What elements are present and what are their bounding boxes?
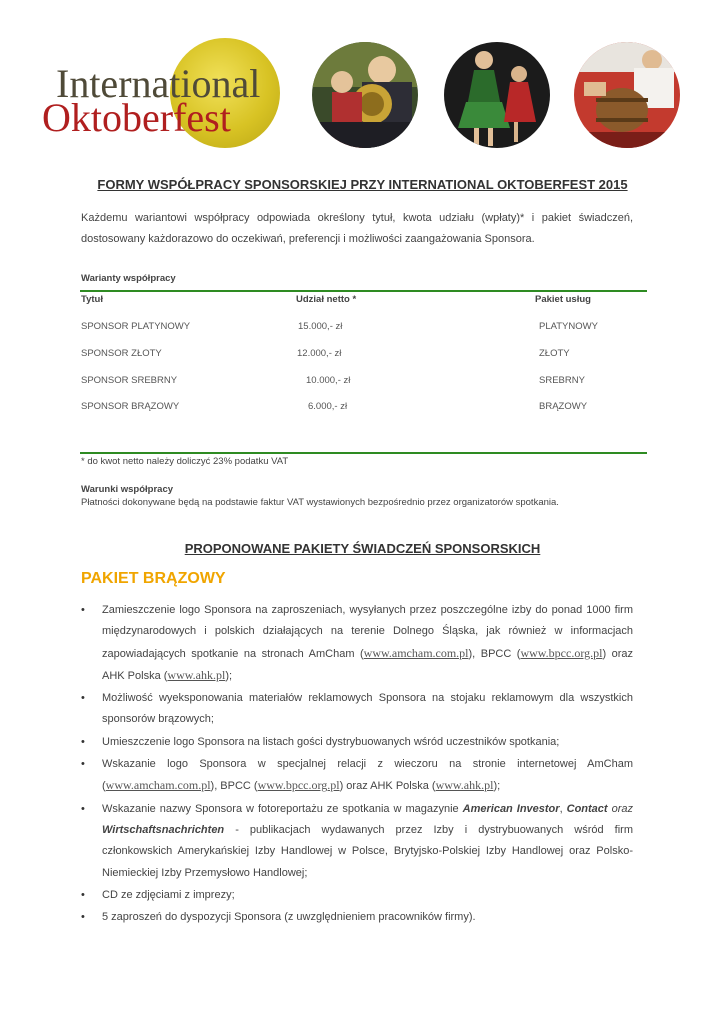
row-package: SREBRNY [539, 375, 585, 386]
list-item: • Umieszczenie logo Sponsora na listach gości dystrybuowanych wśród uczestników spotkania; [81, 732, 633, 753]
amcham-link[interactable]: www.amcham.com.pl [363, 645, 469, 660]
magazine-name: Contact [566, 802, 608, 815]
row-title: SPONSOR SREBRNY [81, 375, 178, 386]
list-item: • Zamieszczenie logo Sponsora na zaproszeniach, wysyłanych przez poszczególne izby do ponad 1000 firm międzynarodowych i polskich działających na terenie Dolnego Śląska, jak również w informacjach zapowiadających spotkanie na stronach AmCham (www.amcham.com.pl), BPCC (www.bpcc.org.pl) oraz AHK Polska (www.ahk.pl); [81, 600, 633, 687]
table-top-rule [80, 290, 647, 292]
column-header-amount: Udział netto * [296, 294, 357, 305]
vat-footnote: * do kwot netto należy doliczyć 23% podatku VAT [81, 456, 289, 467]
row-amount: 15.000,- zł [298, 321, 343, 332]
logo-text-international: International [56, 61, 261, 106]
ahk-link[interactable]: www.ahk.pl [435, 778, 494, 793]
brass-band-photo [312, 42, 418, 148]
variants-heading: Warianty współpracy [81, 273, 176, 284]
intro-paragraph: Każdemu wariantowi współpracy odpowiada określony tytuł, kwota udziału (wpłaty)* i pakiet świadczeń, dostosowany każdorazowo do oczekiwań, preferencji i możliwości zaangażowania Sponsora. [81, 212, 633, 245]
conditions-heading: Warunki współpracy [81, 484, 174, 495]
bronze-package-title: PAKIET BRĄZOWY [81, 570, 226, 587]
column-header-package: Pakiet usług [535, 294, 591, 305]
row-title: SPONSOR ZŁOTY [81, 348, 162, 359]
row-amount: 6.000,- zł [308, 401, 348, 412]
row-package: BRĄZOWY [539, 401, 588, 412]
row-title: SPONSOR BRĄZOWY [81, 401, 180, 412]
logo-text-oktoberfest: Oktoberfest [42, 95, 231, 140]
bronze-benefits-list [81, 600, 633, 929]
row-package: ZŁOTY [539, 348, 570, 359]
bpcc-link[interactable]: www.bpcc.org.pl [257, 778, 340, 793]
conditions-text: Płatności dokonywane będą na podstawie faktur VAT wystawionych bezpośrednio przez organizatorów spotkania. [81, 497, 559, 508]
list-item: • Wskazanie logo Sponsora w specjalnej relacji z wieczoru na stronie internetowej AmCham (www.amcham.com.pl), BPCC (www.bpcc.org.pl) oraz AHK Polska (www.ahk.pl); [81, 754, 633, 798]
column-header-title: Tytuł [81, 294, 103, 305]
list-item: • Możliwość wyeksponowania materiałów reklamowych Sponsora na stojaku reklamowym dla wszystkich sponsorów brązowych; [81, 688, 633, 731]
amcham-link[interactable]: www.amcham.com.pl [105, 778, 211, 793]
magazine-name: Wirtschaftsnachrichten [102, 823, 225, 836]
list-item: • Wskazanie nazwy Sponsora w fotoreportażu ze spotkania w magazynie American Investor, Contact oraz Wirtschaftsnachrichten - publikacjach wydawanych przez Izby i dystrybuowanych wśród firm członkowskich Amerykańskiej Izby Handlowej w Polsce, Brytyjsko-Polskiej Izby Handlowej oraz Polsko-Niemieckiej Izby Przemysłowo Handlowej; [81, 799, 633, 884]
list-item: • 5 zaproszeń do dyspozycji Sponsora (z uwzględnieniem pracowników firmy). [81, 907, 633, 928]
row-amount: 10.000,- zł [306, 375, 351, 386]
beer-barrel-photo [574, 42, 680, 148]
main-title: FORMY WSPÓŁPRACY SPONSORSKIEJ PRZY INTERNATIONAL OKTOBERFEST 2015 [97, 177, 628, 192]
row-title: SPONSOR PLATYNOWY [81, 321, 191, 332]
list-item: • CD ze zdjęciami z imprezy; [81, 885, 633, 906]
ahk-link[interactable]: www.ahk.pl [167, 667, 226, 682]
table-bottom-rule [80, 452, 647, 454]
magazine-name: American Investor [462, 802, 560, 815]
bpcc-link[interactable]: www.bpcc.org.pl [520, 645, 603, 660]
row-package: PLATYNOWY [539, 321, 598, 332]
dancers-photo [444, 42, 550, 148]
row-amount: 12.000,- zł [297, 348, 342, 359]
packages-title: PROPONOWANE PAKIETY ŚWIADCZEŃ SPONSORSKICH [184, 541, 541, 556]
